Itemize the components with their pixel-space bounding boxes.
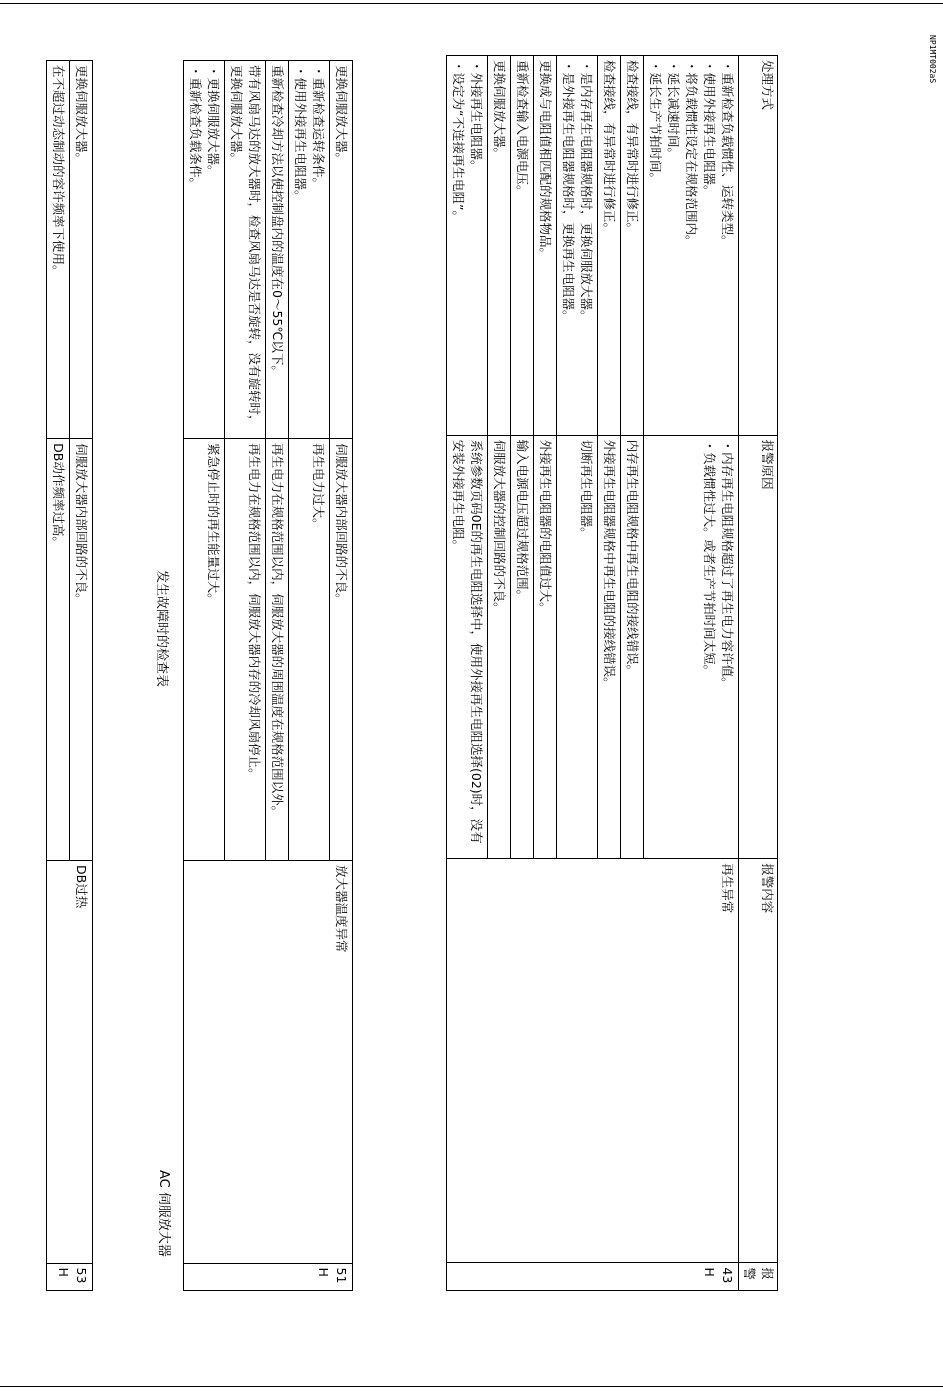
header-remedy: 处理方式	[739, 56, 778, 436]
remedy-cell	[644, 56, 739, 436]
alarm-table-53H	[46, 60, 93, 1291]
remedy-cell-line: 重新检查输入电源电压。	[515, 60, 530, 198]
remedy-cell	[557, 56, 598, 436]
remedy-cell-line: ・延长生产节拍时间。	[648, 60, 663, 186]
cause-cell	[47, 439, 70, 861]
remedy-cell	[534, 56, 557, 436]
cause-cell	[511, 435, 534, 859]
remedy-cell	[225, 61, 266, 439]
cause-cell-line: 外接再生电阻器规格中再生电阻的接线错误。	[602, 439, 617, 690]
cause-cell	[184, 439, 225, 861]
remedy-cell	[330, 61, 353, 439]
cause-cell-line: DB动作频率过高。	[51, 443, 66, 549]
remedy-cell-line: ・重新检查负载惯性、运转类型。	[720, 60, 735, 248]
cause-cell	[266, 439, 289, 861]
cause-cell	[70, 439, 93, 861]
remedy-cell-line: ・重新检查负载条件。	[188, 65, 203, 191]
cause-cell	[225, 439, 266, 861]
cause-cell-line: 系统参数页码0E的再生电阻选择中，使用外接再生电阻选择(02)时，没有安装外接再生电阻。	[451, 439, 484, 844]
table-row	[644, 56, 739, 1291]
cause-cell-line: 再生电力在规格范围以内，伺服放大器的周围温度在规格范围以外。	[270, 443, 285, 819]
cause-cell	[557, 435, 598, 859]
table-row	[70, 61, 93, 1291]
remedy-cell-line: ・外接再生电阻器。	[469, 60, 484, 173]
remedy-cell-line: 检查接线，有异常时进行修正。	[625, 60, 640, 236]
remedy-cell	[70, 61, 93, 439]
remedy-cell-line: ・重新检查运转条件。	[311, 65, 326, 191]
alarm-code-cell: 43H	[447, 1263, 739, 1291]
cause-cell	[534, 435, 557, 859]
remedy-cell-line: ・使用外接再生电阻器。	[293, 65, 308, 203]
remedy-cell-line: 更换成与电阻值相匹配的规格物品。	[538, 60, 553, 261]
alarm-name-cell: 放大器温度异常	[184, 861, 353, 1264]
remedy-cell-line: ・更换伺服放大器。	[206, 65, 221, 178]
cause-cell	[330, 439, 353, 861]
table-row	[330, 61, 353, 1291]
remedy-cell-line: 更换伺服放大器。	[492, 60, 507, 161]
remedy-cell-line: 更换伺服放大器。	[334, 65, 349, 166]
remedy-cell-line: ・延长减速时间。	[666, 60, 681, 161]
cause-cell	[598, 435, 621, 859]
remedy-cell-line: 带有风扇马达的放大器时，检查风扇马达是否旋转，没有旋转时，更换伺服放大器。	[229, 65, 262, 428]
remedy-cell	[184, 61, 225, 439]
remedy-cell	[621, 56, 644, 436]
header-alarm: 报警	[739, 1263, 778, 1291]
remedy-cell-line: ・设定为“不连接再生电阻”。	[451, 60, 466, 223]
remedy-cell-line: 重新检查冷却方法以使控制盘内的温度在0～55℃以下。	[270, 65, 285, 378]
remedy-cell-line: ・使用外接再生电阻器。	[702, 60, 717, 198]
cause-cell-line: 输入电源电压超过规格范围。	[515, 439, 530, 603]
remedy-cell	[289, 61, 330, 439]
cause-cell	[447, 435, 488, 859]
alarm-code-cell: 51H	[184, 1263, 353, 1290]
remedy-cell	[266, 61, 289, 439]
remedy-cell-line: ・将负载惯性设定在规格范围内。	[684, 60, 699, 248]
header-content: 报警内容	[739, 859, 778, 1263]
cause-cell-line: 再生电力过大。	[311, 443, 326, 531]
remedy-cell-line: 检查接线，有异常时进行修正。	[602, 60, 617, 236]
alarm-name-cell: DB过热	[47, 861, 93, 1264]
cause-cell-line: 再生电力在规格范围以内，伺服放大器内存的冷却风扇停止。	[247, 443, 262, 781]
cause-cell	[488, 435, 511, 859]
header-cause: 报警原因	[739, 435, 778, 859]
cause-cell-line: ・内存再生电阻规格超过了再生电力容许值。	[720, 439, 735, 690]
remedy-cell	[598, 56, 621, 436]
remedy-cell-line: 在不超过动态制动的容许频率下使用。	[51, 65, 66, 278]
cause-cell	[621, 435, 644, 859]
cause-cell-line: 内存再生电阻规格中再生电阻的接线错误。	[625, 439, 640, 678]
cause-cell-line: ・负载惯性过大。或者生产节拍时间太短。	[702, 439, 717, 678]
cause-cell-line: 伺服放大器内部回路的不良。	[74, 443, 89, 606]
remedy-cell	[447, 56, 488, 436]
alarm-table-43H	[446, 55, 778, 1291]
alarm-code-cell: 53H	[47, 1263, 93, 1290]
remedy-cell-line: ・是外接再生电阻器规格时，更换再生电阻器。	[561, 60, 576, 323]
remedy-cell	[488, 56, 511, 436]
page-code: NP1MT002aS	[928, 35, 937, 84]
page-title: 发生故障时的检查表	[154, 570, 169, 688]
cause-cell	[289, 439, 330, 861]
cause-cell-line: 外接再生电阻器的电阻值过大。	[538, 439, 553, 615]
remedy-cell	[47, 61, 70, 439]
cause-cell-line: 紧急停止时的再生能量过大。	[206, 443, 221, 606]
cause-cell	[644, 435, 739, 859]
remedy-cell-line: 更换伺服放大器。	[74, 65, 89, 166]
cause-cell-line: 伺服放大器内部回路的不良。	[334, 443, 349, 606]
alarm-name-cell: 再生异常	[447, 859, 739, 1263]
cause-cell-line: 伺服放大器的控制回路的不良。	[492, 439, 507, 615]
cause-cell-line: 切断再生电阻器。	[579, 439, 594, 540]
device-label: AC 伺服放大器	[156, 1170, 171, 1257]
remedy-cell	[511, 56, 534, 436]
alarm-table-51H	[183, 60, 353, 1291]
remedy-cell-line: ・是内存再生电阻器规格时，更换伺服放大器。	[579, 60, 594, 323]
